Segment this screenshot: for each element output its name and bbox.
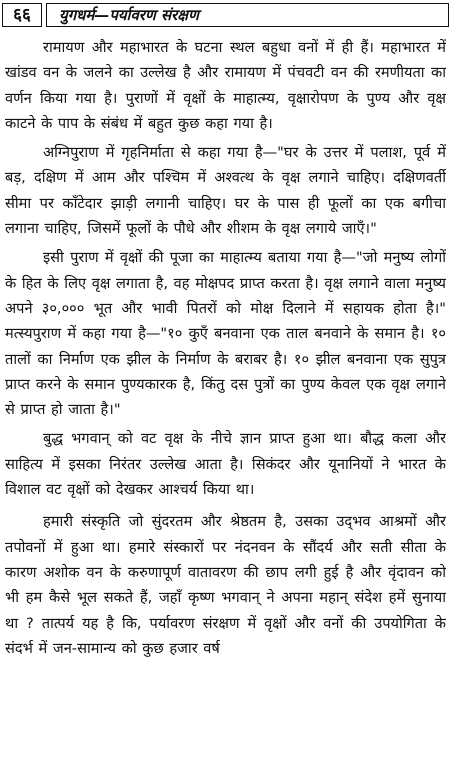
paragraph-tree-worship: इसी पुराण में वृक्षों की पूजा का माहात्म्य बताया गया है—"जो मनुष्य लोगों के हित के लिए वृक्ष लगाता है, वह मोक्षपद प्राप्त करता है। वृक्ष लगाने वाला मनुष्य अपने ३०,००० भूत और भावी पितरों को मोक्ष दिलाने में सहायक होता है।" मत्स्यपुराण में कहा गया है—"१० कुएँ बनवाना एक ताल बनवाने के समान है। १० तालों का निर्माण एक झील के निर्माण के बराबर है। १० झील बनवाना एक सुपुत्र प्राप्त करने के समान पुण्यकारक है, किंतु दस पुत्रों का पुण्य केवल एक वृक्ष लगाने से प्राप्त हो जाता है।" [5, 249, 446, 419]
page-body [5, 35, 446, 759]
page-header [2, 3, 449, 29]
paragraph-buddha: बुद्ध भगवान् को वट वृक्ष के नीचे ज्ञान प्राप्त हुआ था। बौद्ध कला और साहित्य में इसका निरंतर उल्लेख आता है। सिकंदर और यूनानियों ने भारत के विशाल वट वृक्षों को देखकर आश्चर्य किया था। [5, 430, 446, 499]
paragraph-ramayana-mahabharata: रामायण और महाभारत के घटना स्थल बहुधा वनों में ही हैं। महाभारत में खांडव वन के जलने का उल्लेख है और रामायण में पंचवटी वन की रमणीयता का वर्णन किया गया है। पुराणों में वृक्षों के माहात्म्य, वृक्षारोपण के पुण्य और वृक्ष काटने के पाप के संबंध में बहुत कुछ कहा गया है। [5, 39, 446, 132]
page-number: ६६ [2, 3, 42, 27]
running-title: युगधर्म—पर्यावरण संरक्षण [46, 3, 449, 27]
paragraph-culture: हमारी संस्कृति जो सुंदरतम और श्रेष्ठतम है, उसका उद्‍भव आश्रमों और तपोवनों में हुआ था। हमारे संस्कारों पर नंदनवन के सौंदर्य और सती सीता के कारण अशोक वन के करुणापूर्ण वातावरण की छाप लगी हुई है और वृंदावन को भी हम कैसे भूल सकते हैं, जहाँ कृष्ण भगवान् ने अपना महान् संदेश हमें सुनाया था ? तात्पर्य यह है कि, पर्यावरण संरक्षण में वृक्षों और वनों की उपयोगिता के संदर्भ में जन-सामान्य को कुछ हजार वर्ष [5, 513, 446, 657]
paragraph-agnipurana: अग्निपुराण में गृहनिर्माता से कहा गया है—"घर के उत्तर में पलाश, पूर्व में बड़, दक्षिण में आम और पश्चिम में अश्वत्थ के वृक्ष लगाने चाहिए। दक्षिणवर्ती सीमा पर काँटेदार झाड़ी लगानी चाहिए। घर के पास ही फूलों का एक बगीचा लगाना चाहिए, जिसमें फूलों के पौधे और शीशम के वृक्ष लगाये जाएँ।" [5, 144, 446, 238]
